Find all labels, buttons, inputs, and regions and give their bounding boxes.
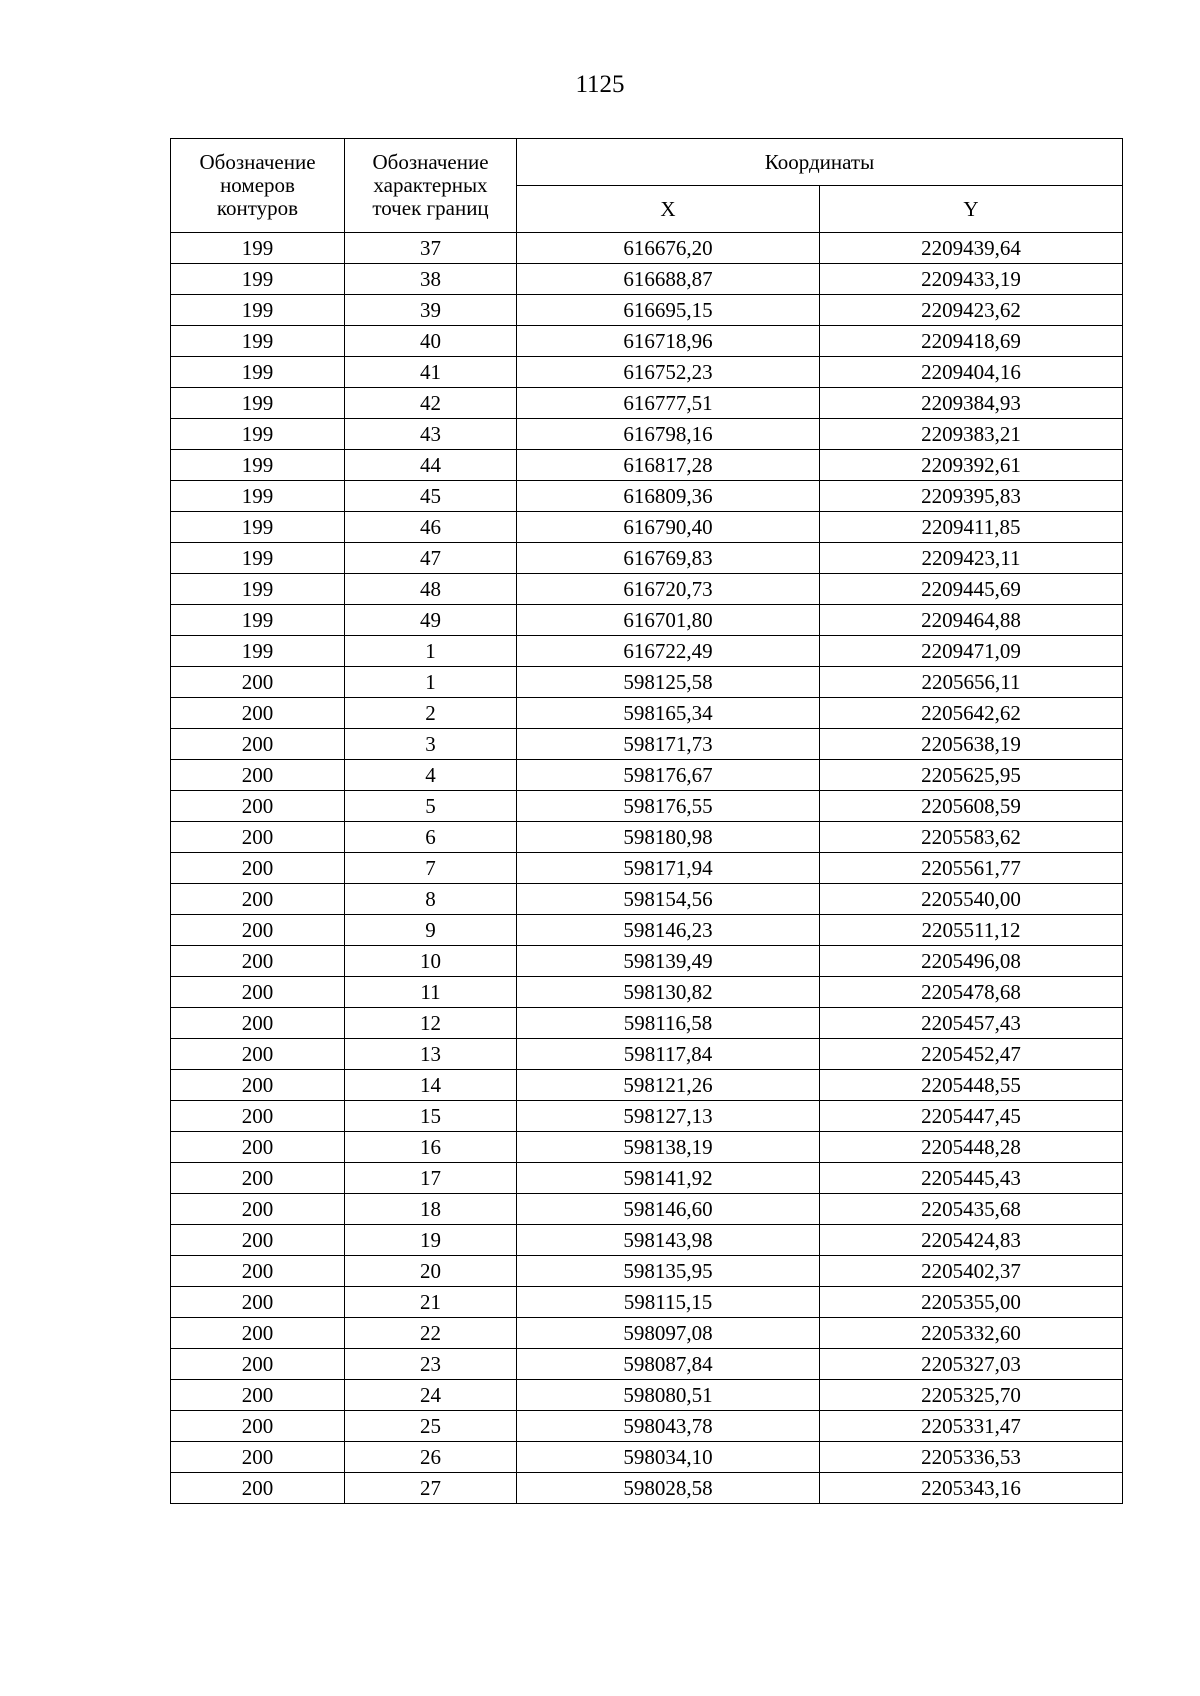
cell-x-coordinate: 598139,49 <box>517 946 820 977</box>
cell-y-coordinate: 2209445,69 <box>820 574 1123 605</box>
cell-point-number: 25 <box>345 1411 517 1442</box>
cell-x-coordinate: 616798,16 <box>517 419 820 450</box>
cell-contour-number: 199 <box>171 512 345 543</box>
cell-x-coordinate: 598165,34 <box>517 698 820 729</box>
cell-x-coordinate: 598154,56 <box>517 884 820 915</box>
cell-contour-number: 199 <box>171 419 345 450</box>
cell-point-number: 16 <box>345 1132 517 1163</box>
cell-contour-number: 199 <box>171 543 345 574</box>
cell-x-coordinate: 616701,80 <box>517 605 820 636</box>
cell-y-coordinate: 2205343,16 <box>820 1473 1123 1504</box>
cell-point-number: 7 <box>345 853 517 884</box>
cell-x-coordinate: 598135,95 <box>517 1256 820 1287</box>
table-row <box>171 512 1123 543</box>
cell-contour-number: 200 <box>171 729 345 760</box>
cell-x-coordinate: 616769,83 <box>517 543 820 574</box>
table-row <box>171 605 1123 636</box>
cell-y-coordinate: 2205583,62 <box>820 822 1123 853</box>
cell-x-coordinate: 598176,55 <box>517 791 820 822</box>
cell-point-number: 42 <box>345 388 517 419</box>
cell-point-number: 20 <box>345 1256 517 1287</box>
cell-contour-number: 200 <box>171 1194 345 1225</box>
cell-point-number: 46 <box>345 512 517 543</box>
table-row <box>171 1349 1123 1380</box>
cell-x-coordinate: 598097,08 <box>517 1318 820 1349</box>
cell-x-coordinate: 616720,73 <box>517 574 820 605</box>
cell-y-coordinate: 2209383,21 <box>820 419 1123 450</box>
cell-x-coordinate: 616722,49 <box>517 636 820 667</box>
cell-contour-number: 200 <box>171 977 345 1008</box>
cell-y-coordinate: 2205561,77 <box>820 853 1123 884</box>
cell-contour-number: 200 <box>171 1008 345 1039</box>
table-row <box>171 1256 1123 1287</box>
table-row <box>171 1287 1123 1318</box>
cell-x-coordinate: 616817,28 <box>517 450 820 481</box>
cell-point-number: 11 <box>345 977 517 1008</box>
cell-y-coordinate: 2205457,43 <box>820 1008 1123 1039</box>
cell-point-number: 2 <box>345 698 517 729</box>
header-x: X <box>517 186 820 233</box>
cell-y-coordinate: 2209464,88 <box>820 605 1123 636</box>
cell-y-coordinate: 2205448,55 <box>820 1070 1123 1101</box>
table-row <box>171 977 1123 1008</box>
cell-y-coordinate: 2209423,11 <box>820 543 1123 574</box>
cell-contour-number: 200 <box>171 1163 345 1194</box>
table-row <box>171 326 1123 357</box>
cell-y-coordinate: 2205327,03 <box>820 1349 1123 1380</box>
cell-point-number: 18 <box>345 1194 517 1225</box>
cell-y-coordinate: 2209439,64 <box>820 233 1123 264</box>
header-contour-number: Обозначение номеров контуров <box>171 139 345 233</box>
cell-x-coordinate: 616752,23 <box>517 357 820 388</box>
cell-contour-number: 199 <box>171 357 345 388</box>
cell-point-number: 17 <box>345 1163 517 1194</box>
cell-point-number: 43 <box>345 419 517 450</box>
cell-x-coordinate: 616777,51 <box>517 388 820 419</box>
cell-y-coordinate: 2205331,47 <box>820 1411 1123 1442</box>
header-coordinates: Координаты <box>517 139 1123 186</box>
table-row <box>171 357 1123 388</box>
cell-x-coordinate: 616676,20 <box>517 233 820 264</box>
cell-point-number: 9 <box>345 915 517 946</box>
cell-point-number: 44 <box>345 450 517 481</box>
cell-x-coordinate: 598138,19 <box>517 1132 820 1163</box>
cell-y-coordinate: 2205638,19 <box>820 729 1123 760</box>
cell-y-coordinate: 2205325,70 <box>820 1380 1123 1411</box>
cell-contour-number: 200 <box>171 1101 345 1132</box>
cell-point-number: 15 <box>345 1101 517 1132</box>
cell-contour-number: 199 <box>171 481 345 512</box>
cell-point-number: 1 <box>345 667 517 698</box>
cell-x-coordinate: 598146,60 <box>517 1194 820 1225</box>
cell-x-coordinate: 598125,58 <box>517 667 820 698</box>
cell-x-coordinate: 598171,73 <box>517 729 820 760</box>
cell-y-coordinate: 2209471,09 <box>820 636 1123 667</box>
cell-contour-number: 199 <box>171 450 345 481</box>
cell-contour-number: 200 <box>171 760 345 791</box>
cell-point-number: 1 <box>345 636 517 667</box>
cell-y-coordinate: 2205478,68 <box>820 977 1123 1008</box>
cell-point-number: 40 <box>345 326 517 357</box>
cell-contour-number: 200 <box>171 1349 345 1380</box>
cell-x-coordinate: 598176,67 <box>517 760 820 791</box>
cell-x-coordinate: 616718,96 <box>517 326 820 357</box>
cell-x-coordinate: 598171,94 <box>517 853 820 884</box>
cell-x-coordinate: 598117,84 <box>517 1039 820 1070</box>
cell-point-number: 10 <box>345 946 517 977</box>
cell-y-coordinate: 2205452,47 <box>820 1039 1123 1070</box>
cell-y-coordinate: 2205336,53 <box>820 1442 1123 1473</box>
cell-x-coordinate: 616688,87 <box>517 264 820 295</box>
table-row <box>171 884 1123 915</box>
cell-y-coordinate: 2205448,28 <box>820 1132 1123 1163</box>
table-row <box>171 1318 1123 1349</box>
table-row <box>171 1194 1123 1225</box>
cell-point-number: 24 <box>345 1380 517 1411</box>
table-row <box>171 1225 1123 1256</box>
table-row <box>171 1473 1123 1504</box>
cell-point-number: 3 <box>345 729 517 760</box>
cell-contour-number: 199 <box>171 264 345 295</box>
cell-x-coordinate: 598028,58 <box>517 1473 820 1504</box>
table-row <box>171 1442 1123 1473</box>
table-row <box>171 543 1123 574</box>
cell-contour-number: 199 <box>171 326 345 357</box>
cell-contour-number: 199 <box>171 295 345 326</box>
cell-point-number: 37 <box>345 233 517 264</box>
table-row <box>171 481 1123 512</box>
cell-y-coordinate: 2209423,62 <box>820 295 1123 326</box>
cell-x-coordinate: 598080,51 <box>517 1380 820 1411</box>
table-row <box>171 915 1123 946</box>
cell-point-number: 14 <box>345 1070 517 1101</box>
cell-contour-number: 200 <box>171 1132 345 1163</box>
cell-point-number: 48 <box>345 574 517 605</box>
cell-contour-number: 200 <box>171 791 345 822</box>
cell-point-number: 47 <box>345 543 517 574</box>
table-header <box>171 139 1123 233</box>
cell-x-coordinate: 598087,84 <box>517 1349 820 1380</box>
table-row <box>171 1163 1123 1194</box>
table-row <box>171 574 1123 605</box>
table-row <box>171 419 1123 450</box>
table-row <box>171 233 1123 264</box>
cell-y-coordinate: 2205332,60 <box>820 1318 1123 1349</box>
cell-y-coordinate: 2209404,16 <box>820 357 1123 388</box>
cell-y-coordinate: 2205608,59 <box>820 791 1123 822</box>
coordinates-table <box>170 138 1123 1504</box>
table-row <box>171 1039 1123 1070</box>
cell-point-number: 45 <box>345 481 517 512</box>
cell-x-coordinate: 598180,98 <box>517 822 820 853</box>
cell-contour-number: 200 <box>171 1318 345 1349</box>
table-row <box>171 1008 1123 1039</box>
cell-point-number: 49 <box>345 605 517 636</box>
cell-x-coordinate: 598116,58 <box>517 1008 820 1039</box>
cell-point-number: 19 <box>345 1225 517 1256</box>
cell-contour-number: 200 <box>171 1225 345 1256</box>
table-row <box>171 1411 1123 1442</box>
cell-point-number: 6 <box>345 822 517 853</box>
cell-point-number: 12 <box>345 1008 517 1039</box>
table-row <box>171 822 1123 853</box>
cell-contour-number: 200 <box>171 1473 345 1504</box>
cell-point-number: 39 <box>345 295 517 326</box>
table-row <box>171 1132 1123 1163</box>
table-row <box>171 1101 1123 1132</box>
cell-point-number: 21 <box>345 1287 517 1318</box>
cell-x-coordinate: 598127,13 <box>517 1101 820 1132</box>
cell-y-coordinate: 2209418,69 <box>820 326 1123 357</box>
cell-y-coordinate: 2209433,19 <box>820 264 1123 295</box>
header-y: Y <box>820 186 1123 233</box>
cell-x-coordinate: 598130,82 <box>517 977 820 1008</box>
table-row <box>171 1380 1123 1411</box>
cell-y-coordinate: 2205445,43 <box>820 1163 1123 1194</box>
cell-contour-number: 199 <box>171 605 345 636</box>
cell-x-coordinate: 616695,15 <box>517 295 820 326</box>
cell-x-coordinate: 598141,92 <box>517 1163 820 1194</box>
cell-y-coordinate: 2205402,37 <box>820 1256 1123 1287</box>
cell-x-coordinate: 616790,40 <box>517 512 820 543</box>
table-row <box>171 853 1123 884</box>
table-row <box>171 791 1123 822</box>
cell-point-number: 5 <box>345 791 517 822</box>
cell-point-number: 26 <box>345 1442 517 1473</box>
cell-contour-number: 199 <box>171 636 345 667</box>
page-number: 1125 <box>575 71 625 98</box>
cell-y-coordinate: 2205642,62 <box>820 698 1123 729</box>
table-row <box>171 760 1123 791</box>
cell-contour-number: 200 <box>171 946 345 977</box>
cell-contour-number: 200 <box>171 698 345 729</box>
cell-y-coordinate: 2205447,45 <box>820 1101 1123 1132</box>
cell-contour-number: 200 <box>171 884 345 915</box>
table-row <box>171 388 1123 419</box>
cell-point-number: 27 <box>345 1473 517 1504</box>
cell-contour-number: 200 <box>171 1287 345 1318</box>
cell-x-coordinate: 616809,36 <box>517 481 820 512</box>
table-row <box>171 1070 1123 1101</box>
cell-point-number: 38 <box>345 264 517 295</box>
cell-point-number: 8 <box>345 884 517 915</box>
cell-y-coordinate: 2205625,95 <box>820 760 1123 791</box>
cell-contour-number: 200 <box>171 1256 345 1287</box>
cell-contour-number: 200 <box>171 667 345 698</box>
cell-y-coordinate: 2209384,93 <box>820 388 1123 419</box>
cell-y-coordinate: 2209392,61 <box>820 450 1123 481</box>
cell-contour-number: 199 <box>171 574 345 605</box>
table-row <box>171 667 1123 698</box>
table-row <box>171 946 1123 977</box>
cell-point-number: 41 <box>345 357 517 388</box>
header-boundary-point: Обозначение характерных точек границ <box>345 139 517 233</box>
table-row <box>171 698 1123 729</box>
cell-contour-number: 200 <box>171 915 345 946</box>
cell-contour-number: 200 <box>171 822 345 853</box>
cell-point-number: 22 <box>345 1318 517 1349</box>
table-row <box>171 450 1123 481</box>
table-row <box>171 636 1123 667</box>
table-row <box>171 729 1123 760</box>
cell-contour-number: 200 <box>171 1380 345 1411</box>
cell-y-coordinate: 2205540,00 <box>820 884 1123 915</box>
cell-contour-number: 199 <box>171 388 345 419</box>
cell-x-coordinate: 598043,78 <box>517 1411 820 1442</box>
cell-x-coordinate: 598034,10 <box>517 1442 820 1473</box>
table-row <box>171 264 1123 295</box>
cell-point-number: 4 <box>345 760 517 791</box>
cell-x-coordinate: 598115,15 <box>517 1287 820 1318</box>
table-row <box>171 295 1123 326</box>
cell-x-coordinate: 598146,23 <box>517 915 820 946</box>
cell-contour-number: 199 <box>171 233 345 264</box>
cell-y-coordinate: 2205435,68 <box>820 1194 1123 1225</box>
cell-contour-number: 200 <box>171 853 345 884</box>
cell-x-coordinate: 598121,26 <box>517 1070 820 1101</box>
cell-y-coordinate: 2205656,11 <box>820 667 1123 698</box>
cell-point-number: 13 <box>345 1039 517 1070</box>
cell-x-coordinate: 598143,98 <box>517 1225 820 1256</box>
cell-y-coordinate: 2205424,83 <box>820 1225 1123 1256</box>
cell-contour-number: 200 <box>171 1411 345 1442</box>
table-body <box>171 233 1123 1504</box>
cell-y-coordinate: 2205511,12 <box>820 915 1123 946</box>
cell-y-coordinate: 2205496,08 <box>820 946 1123 977</box>
cell-y-coordinate: 2209411,85 <box>820 512 1123 543</box>
cell-y-coordinate: 2205355,00 <box>820 1287 1123 1318</box>
cell-point-number: 23 <box>345 1349 517 1380</box>
cell-y-coordinate: 2209395,83 <box>820 481 1123 512</box>
cell-contour-number: 200 <box>171 1442 345 1473</box>
cell-contour-number: 200 <box>171 1070 345 1101</box>
cell-contour-number: 200 <box>171 1039 345 1070</box>
